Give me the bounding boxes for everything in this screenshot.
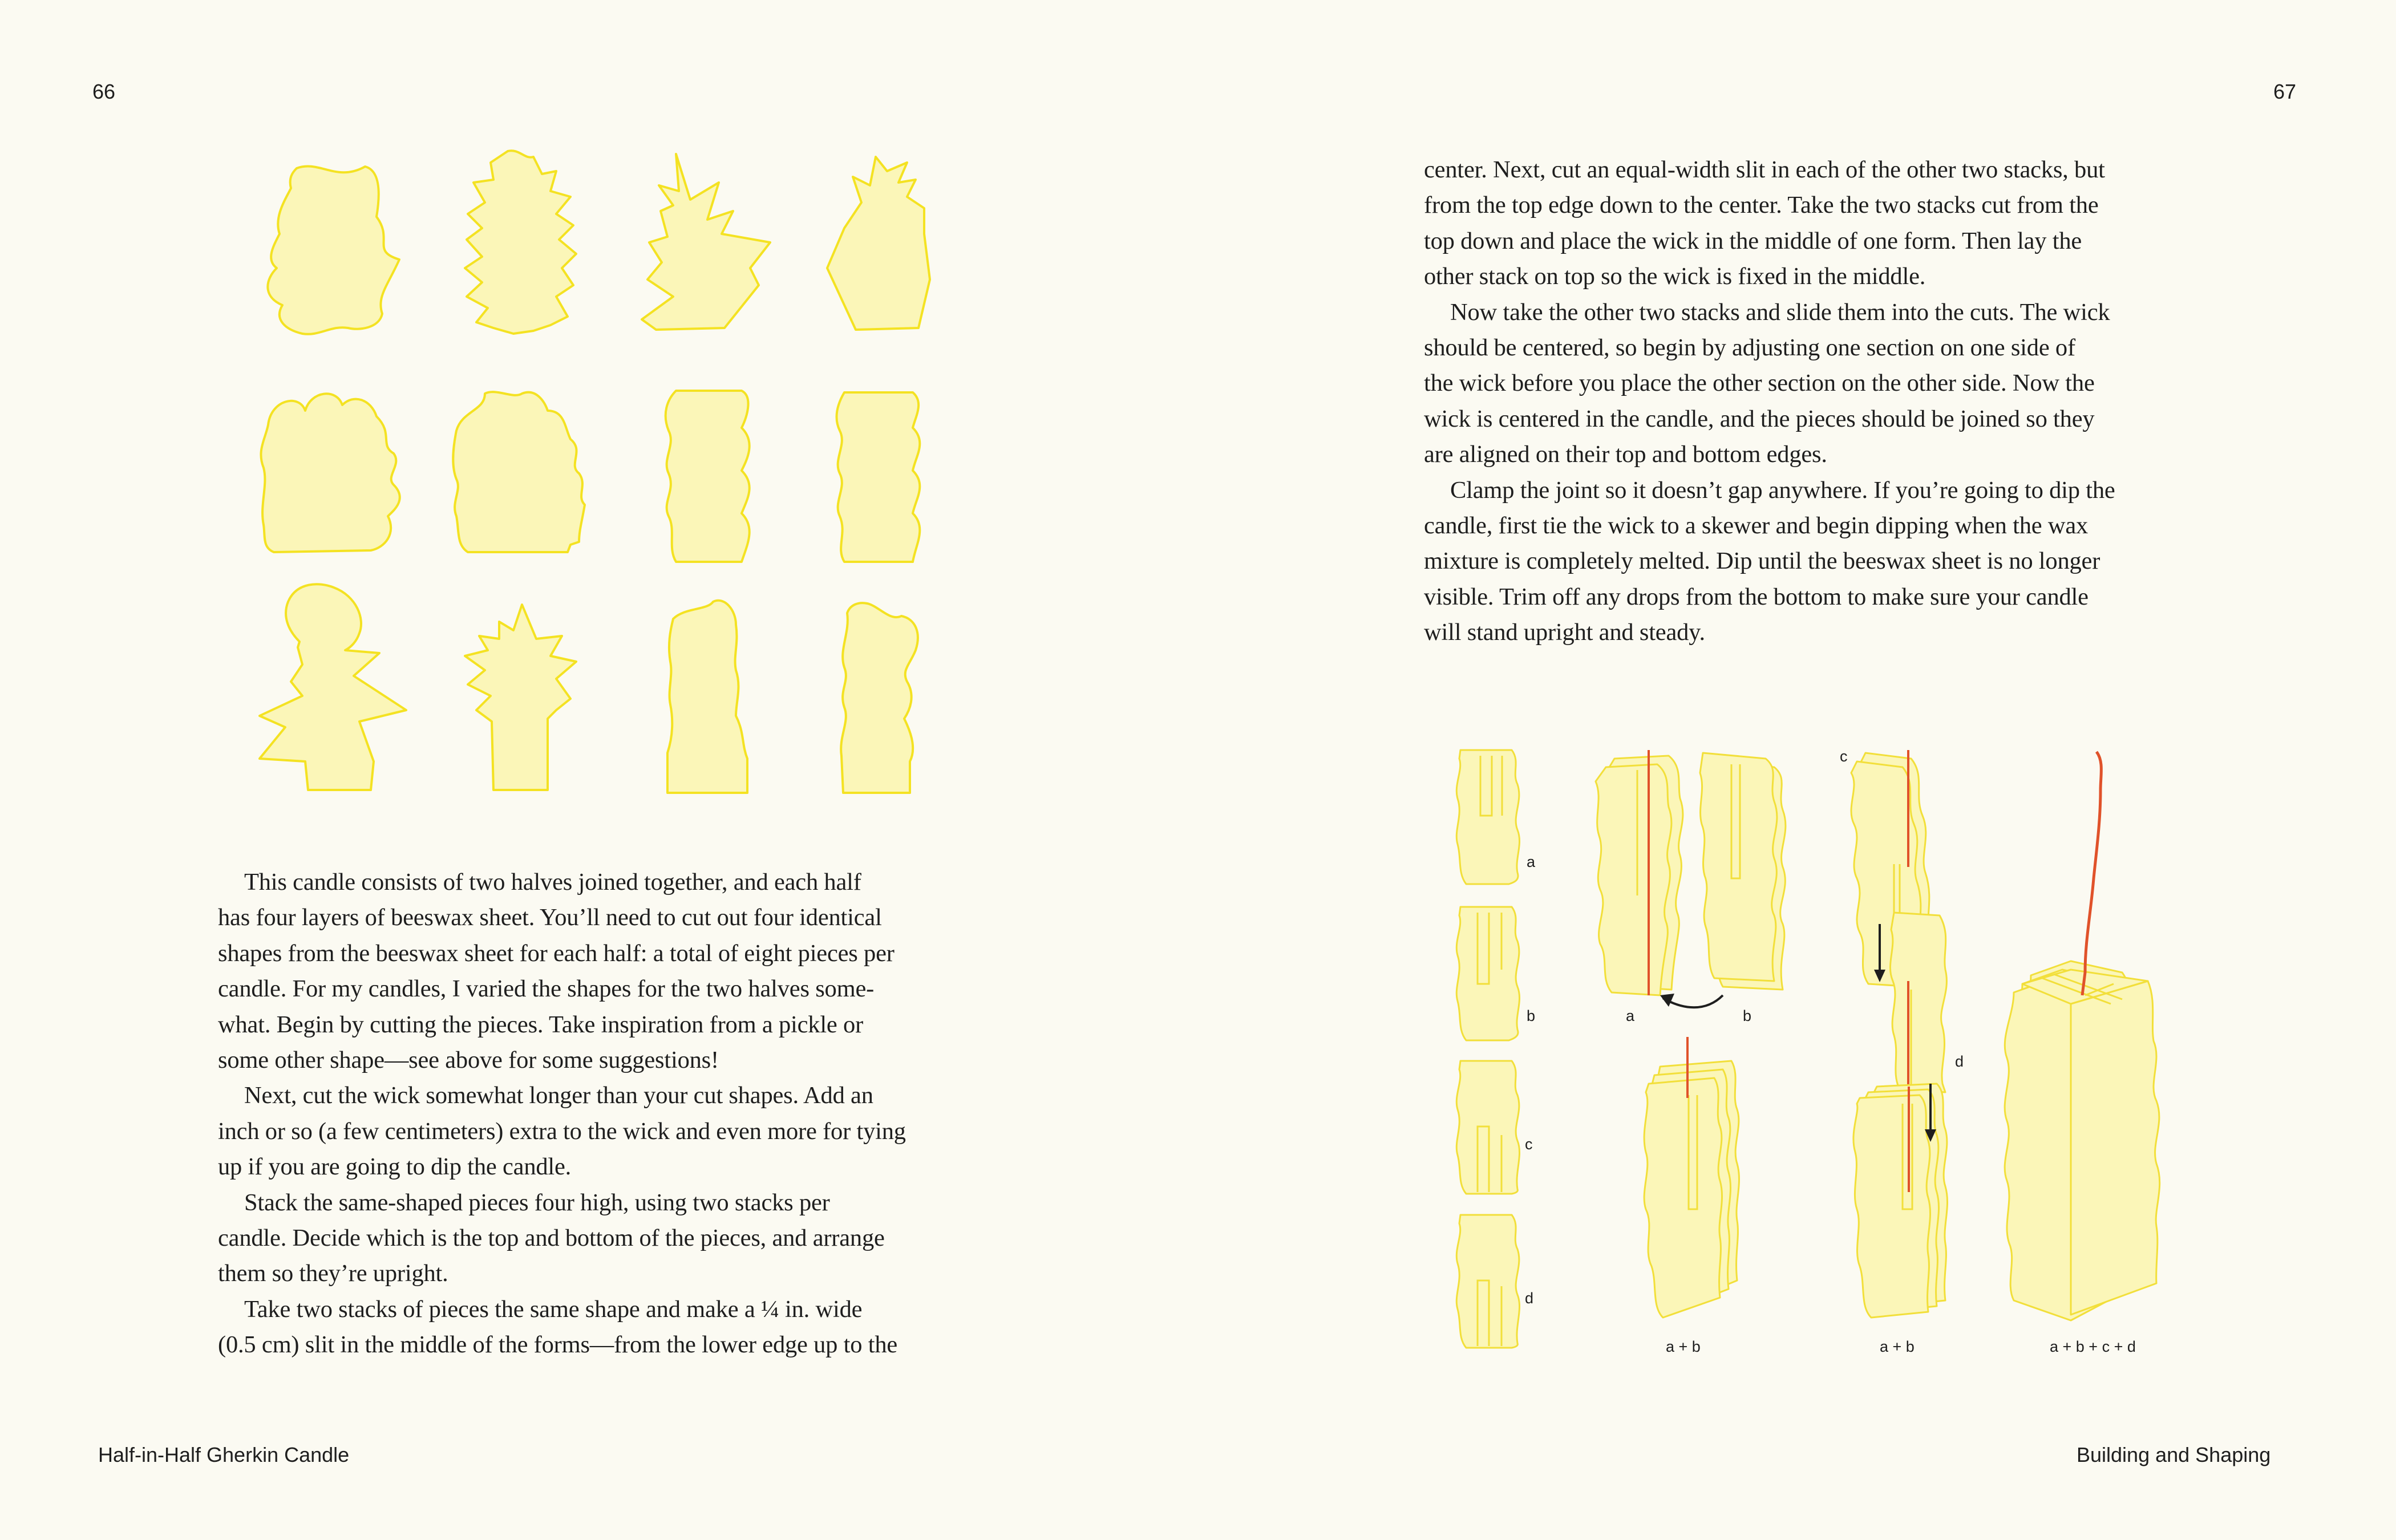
wick-assembled [2082,752,2101,995]
svg-text:a + b + c + d: a + b + c + d [2050,1338,2136,1355]
text-line: the wick before you place the other section on the other side. Now the [1424,370,2095,397]
piece-a [1456,750,1536,884]
svg-text:b: b [1527,1007,1536,1024]
shape-r3c2 [465,605,576,790]
shape-r1c2 [465,151,576,334]
footer-left: Half-in-Half Gherkin Candle [98,1443,350,1466]
shape-r2c2 [453,392,585,552]
text-line: mixture is completely melted. Dip until the beeswax sheet is no longer [1424,548,2100,575]
svg-text:c: c [1840,748,1848,765]
text-line: from the top edge down to the center. Take the two stacks cut from the [1424,192,2099,219]
shape-r1c3 [642,154,770,330]
text-line: Now take the other two stacks and slide them into the cuts. The wick [1450,298,2110,326]
text-line: will stand upright and steady. [1424,619,1705,646]
text-line: has four layers of beeswax sheet. You’ll need to cut out four identical [218,904,882,931]
text-line: candle. Decide which is the top and bottom of the pieces, and arrange [218,1225,885,1252]
shape-r3c3 [667,601,747,793]
text-line: center. Next, cut an equal-width slit in each of the other two stacks, but [1424,156,2105,183]
text-line: some other shape—see above for some suggestions! [218,1047,719,1074]
page-number-right: 67 [2273,80,2297,103]
text-line: This candle consists of two halves joined together, and each half [244,869,861,895]
stack-b [1700,753,1786,1024]
shape-r1c4 [827,157,930,330]
text-line: candle. For my candles, I varied the shapes for the two halves some- [218,975,875,1003]
shape-gallery [260,151,930,793]
stack-a [1596,756,1683,1024]
text-line: candle, first tie the wick to a skewer and begin dipping when the wax [1424,512,2089,540]
shape-r2c1 [261,394,399,552]
shape-r1c1 [268,167,399,334]
svg-text:a + b: a + b [1880,1338,1915,1355]
footer-right: Building and Shaping [2077,1443,2271,1466]
text-line: are aligned on their top and bottom edges. [1424,441,1827,468]
shape-r2c4 [837,392,920,562]
text-line: wick is centered in the candle, and the pieces should be joined so they [1424,405,2095,432]
piece-b [1456,907,1535,1040]
text-line: Take two stacks of pieces the same shape and make a ¼ in. wide [244,1295,863,1323]
joined-ab-1 [1644,1061,1739,1355]
text-line: shapes from the beeswax sheet for each half: a total of eight pieces per [218,939,895,967]
svg-text:c: c [1525,1136,1533,1153]
assembled-candle [2005,961,2160,1355]
joined-ab-2 [1853,1084,1948,1355]
text-line: should be centered, so begin by adjusting one section on one side of [1424,334,2075,362]
text-line: visible. Trim off any drops from the bottom to make sure your candle [1424,583,2089,610]
text-line: them so they’re upright. [218,1260,448,1287]
page-number-left: 66 [92,80,116,103]
svg-text:d: d [1955,1053,1964,1070]
svg-text:a: a [1527,853,1536,870]
piece-c [1456,1061,1532,1194]
shape-r2c3 [666,391,750,562]
rotate-arrowhead [1660,994,1674,1007]
svg-text:a + b: a + b [1666,1338,1701,1355]
text-line: up if you are going to dip the candle. [218,1153,572,1181]
svg-text:d: d [1525,1290,1534,1307]
assembly-diagram [1456,748,2159,1355]
text-line: Stack the same-shaped pieces four high, using two stacks per [244,1189,830,1216]
svg-text:a: a [1626,1007,1635,1024]
text-line: what. Begin by cutting the pieces. Take inspiration from a pickle or [218,1011,864,1038]
text-line: other stack on top so the wick is fixed in the middle. [1424,263,1926,290]
svg-text:b: b [1743,1007,1752,1024]
shape-r3c4 [841,603,918,793]
piece-d [1456,1215,1533,1348]
text-line: Clamp the joint so it doesn’t gap anywhere. If you’re going to dip the [1450,476,2115,504]
stack-d [1890,913,1964,1092]
text-line: top down and place the wick in the middle of one form. Then lay the [1424,227,2082,254]
shape-r3c1 [260,584,406,790]
text-line: inch or so (a few centimeters) extra to the wick and even more for tying [218,1117,906,1145]
text-line: Next, cut the wick somewhat longer than your cut shapes. Add an [244,1082,873,1109]
text-line: (0.5 cm) slit in the middle of the forms—from the lower edge up to the [218,1331,898,1359]
